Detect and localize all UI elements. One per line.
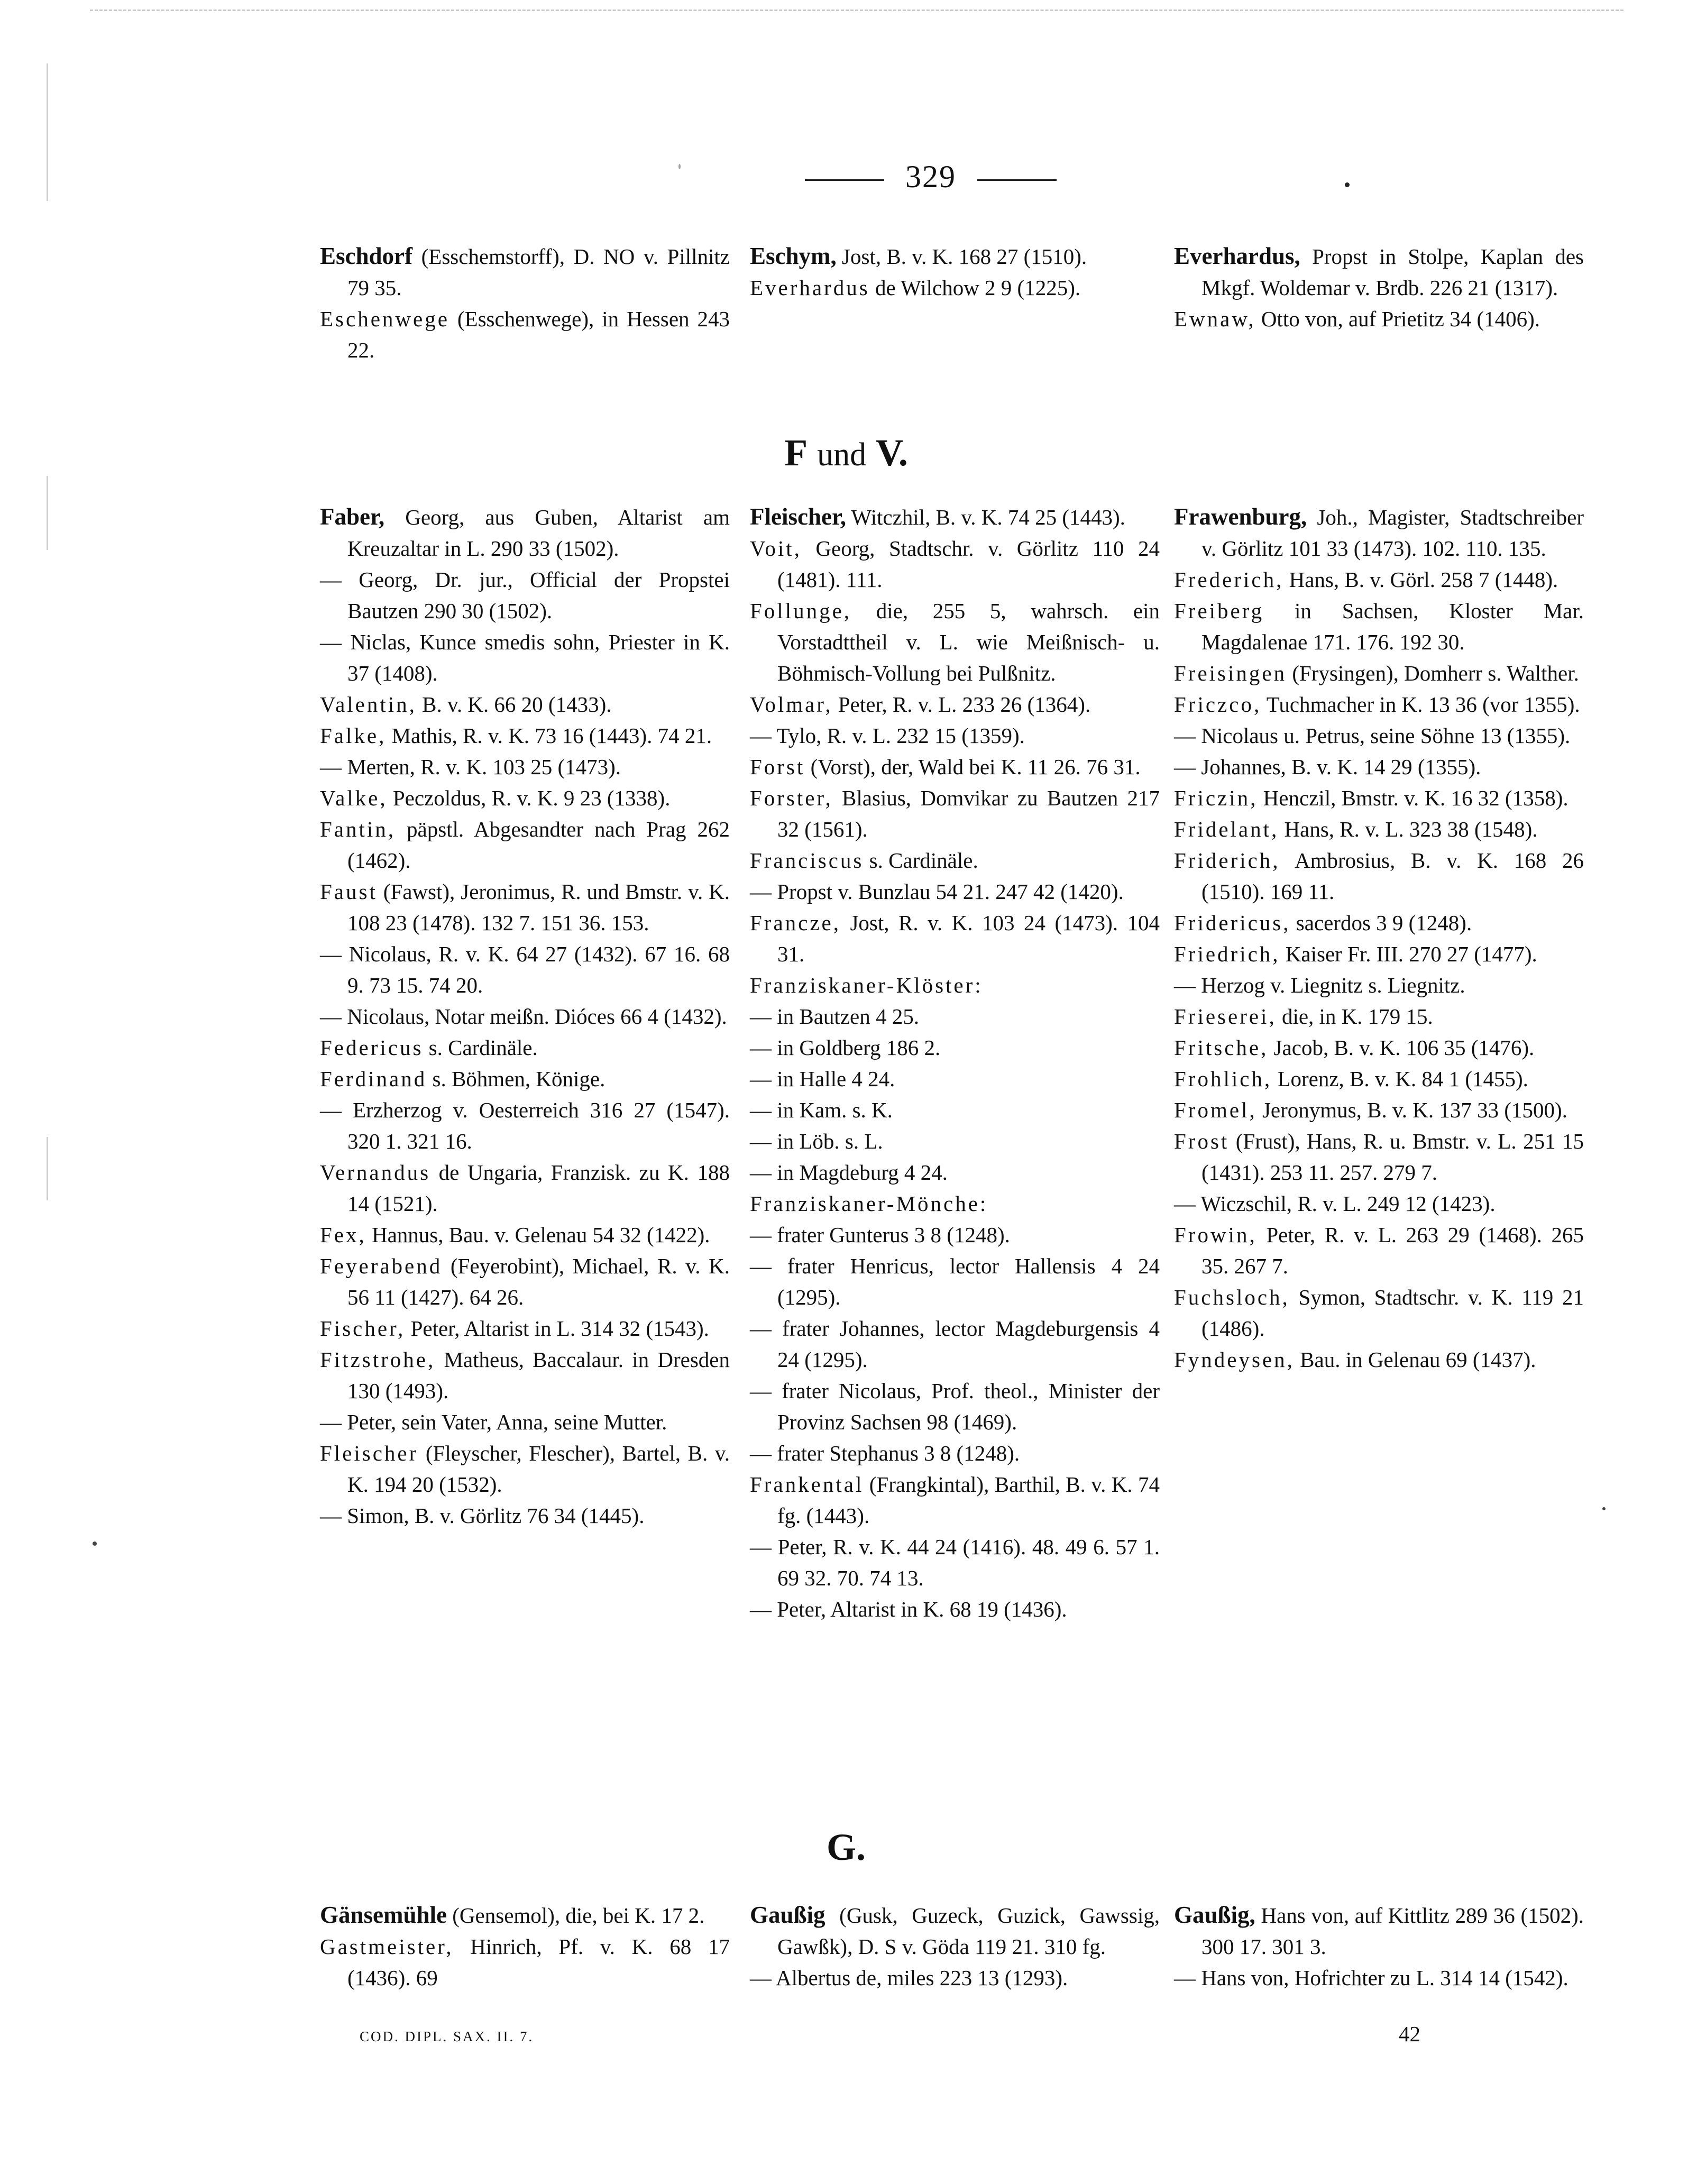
- entry-headword: Fleischer: [320, 1441, 419, 1465]
- entry-text: — Georg, Dr. jur., Official der Propstei Bautzen 290 30 (1502).: [320, 567, 730, 623]
- entry-text: Bau. in Gelenau 69 (1437).: [1294, 1347, 1536, 1372]
- entry-text: — Wiczschil, R. v. L. 249 12 (1423).: [1174, 1191, 1496, 1216]
- index-entry: [1174, 1962, 1584, 1994]
- section-heading-g: G.: [826, 1826, 866, 1868]
- scan-margin-mark: [47, 1137, 48, 1200]
- entry-text: de Ungaria, Franzisk. zu K. 188 14 (1521).: [347, 1160, 730, 1216]
- entry-text: — in Magdeburg 4 24.: [750, 1160, 948, 1185]
- entry-text: Peter, Altarist in L. 314 32 (1543).: [405, 1316, 709, 1341]
- index-entry: [1174, 720, 1584, 751]
- entry-text: — Peter, R. v. K. 44 24 (1416). 48. 49 6. 57 1. 69 32. 70. 74 13.: [750, 1535, 1160, 1590]
- section-letter-v: V.: [876, 432, 908, 474]
- entry-headword: Valentin,: [320, 692, 417, 717]
- entry-headword: Freisingen: [1174, 661, 1287, 685]
- entry-text: Peter, R. v. L. 263 29 (1468). 265 35. 267 7.: [1201, 1223, 1584, 1278]
- entry-text: Kaiser Fr. III. 270 27 (1477).: [1280, 942, 1537, 966]
- index-entry: [1174, 689, 1584, 720]
- entry-headword: Forst: [750, 755, 805, 779]
- index-entry: [320, 751, 730, 783]
- index-entry: [320, 1899, 730, 1931]
- entry-text: — Niclas, Kunce smedis sohn, Priester in K. 37 (1408).: [320, 630, 730, 685]
- entry-text: — frater Gunterus 3 8 (1248).: [750, 1223, 1010, 1247]
- entry-headword: Frederich,: [1174, 567, 1284, 592]
- footer-signature: COD. DIPL. SAX. II. 7.: [360, 2029, 534, 2044]
- entry-headword: Frost: [1174, 1129, 1230, 1153]
- index-entry: [750, 1438, 1160, 1469]
- index-entry: [1174, 907, 1584, 939]
- scan-margin-mark: [47, 63, 48, 201]
- index-entry: [1174, 1344, 1584, 1375]
- entry-text: Symon, Stadtschr. v. K. 119 21 (1486).: [1201, 1285, 1584, 1341]
- entry-headword: Fantin,: [320, 817, 396, 841]
- entry-text: — in Bautzen 4 25.: [750, 1004, 919, 1029]
- scan-margin-mark: [47, 476, 48, 550]
- section-und: und: [817, 437, 867, 473]
- entry-text: — Herzog v. Liegnitz s. Liegnitz.: [1174, 973, 1465, 997]
- index-entry: [750, 845, 1160, 876]
- index-entry: [750, 689, 1160, 720]
- entry-headword: Eschym,: [750, 243, 837, 269]
- entry-headword: Fyndeysen,: [1174, 1347, 1295, 1372]
- entry-text: Hannus, Bau. v. Gelenau 54 32 (1422).: [366, 1223, 710, 1247]
- index-entry: [320, 501, 730, 564]
- entry-headword: Faber,: [320, 503, 385, 530]
- entry-headword: Fischer,: [320, 1316, 406, 1341]
- scan-top-edge: [90, 10, 1623, 11]
- section-heading-f: [582, 431, 1111, 475]
- g-column-1: [320, 1899, 730, 1994]
- entry-headword: Franziskaner-Mönche:: [750, 1191, 988, 1216]
- entry-text: — Tylo, R. v. L. 232 15 (1359).: [750, 723, 1025, 748]
- f-column-2: [750, 501, 1160, 1625]
- index-entry: [750, 876, 1160, 907]
- index-entry: [1174, 304, 1584, 335]
- index-entry: [750, 1313, 1160, 1375]
- entry-headword: Friczco,: [1174, 692, 1262, 717]
- entry-text: — Nicolaus, R. v. K. 64 27 (1432). 67 16. 68 9. 73 15. 74 20.: [320, 942, 730, 997]
- index-entry: [320, 564, 730, 627]
- entry-headword: Fridelant,: [1174, 817, 1279, 841]
- index-entry: [750, 1126, 1160, 1157]
- entry-text: Otto von, auf Prietitz 34 (1406).: [1255, 307, 1540, 331]
- entry-headword: Francze,: [750, 911, 841, 935]
- entry-text: die, in K. 179 15.: [1276, 1004, 1433, 1029]
- top-column-1: [320, 241, 730, 366]
- entry-text: B. v. K. 66 20 (1433).: [416, 692, 612, 717]
- index-entry: [750, 970, 1160, 1001]
- entry-headword: Fleischer,: [750, 503, 847, 530]
- f-column-1: [320, 501, 730, 1531]
- entry-text: — in Goldberg 186 2.: [750, 1035, 941, 1060]
- index-entry: [1174, 814, 1584, 845]
- entry-text: (Fawst), Jeronimus, R. und Bmstr. v. K. 108 23 (1478). 132 7. 151 36. 153.: [347, 879, 730, 935]
- entry-text: — Albertus de, miles 223 13 (1293).: [750, 1966, 1068, 1990]
- entry-headword: Frankental: [750, 1472, 864, 1497]
- f-column-3: [1174, 501, 1584, 1375]
- g-column-3: [1174, 1899, 1584, 1994]
- entry-text: (Gusk, Guzeck, Guzick, Gawssig, Gawßk), D. S v. Göda 119 21. 310 fg.: [777, 1903, 1160, 1959]
- entry-text: Mathis, R. v. K. 73 16 (1443). 74 21.: [386, 723, 712, 748]
- entry-text: (Frangkintal), Barthil, B. v. K. 74 fg. (1443).: [777, 1472, 1160, 1528]
- index-entry: [750, 1469, 1160, 1531]
- section-letter-f: F: [784, 432, 808, 474]
- entry-text: Matheus, Baccalaur. in Dresden 130 (1493).: [347, 1347, 730, 1403]
- entry-headword: Follunge,: [750, 599, 852, 623]
- g-column-2: [750, 1899, 1160, 1994]
- entry-text: Ambrosius, B. v. K. 168 26 (1510). 169 11.: [1201, 848, 1584, 904]
- entry-text: — frater Johannes, lector Magdeburgensis 4 24 (1295).: [750, 1316, 1160, 1372]
- entry-text: Peczoldus, R. v. K. 9 23 (1338).: [387, 786, 671, 810]
- entry-text: (Vorst), der, Wald bei K. 11 26. 76 31.: [805, 755, 1141, 779]
- index-entry: [320, 1001, 730, 1032]
- index-entry: [1174, 1899, 1584, 1962]
- index-entry: [320, 1500, 730, 1531]
- entry-text: (Fleyscher, Flescher), Bartel, B. v. K. 194 20 (1532).: [347, 1441, 730, 1497]
- index-entry: [1174, 1032, 1584, 1063]
- index-entry: [1174, 241, 1584, 304]
- index-entry: [750, 720, 1160, 751]
- index-entry: [750, 1063, 1160, 1095]
- index-entry: [750, 501, 1160, 533]
- index-entry: [320, 689, 730, 720]
- index-entry: [750, 907, 1160, 970]
- entry-headword: Everhardus,: [1174, 243, 1300, 269]
- index-entry: [750, 1594, 1160, 1625]
- index-entry: [750, 272, 1160, 304]
- entry-text: s. Cardinäle.: [864, 848, 978, 873]
- index-entry: [320, 814, 730, 876]
- scan-speck: [678, 164, 681, 169]
- index-entry: [320, 304, 730, 366]
- entry-text: Tuchmacher in K. 13 36 (vor 1355).: [1261, 692, 1580, 717]
- page-number: 329: [905, 159, 956, 194]
- index-entry: [1174, 1219, 1584, 1282]
- entry-headword: Federicus: [320, 1035, 424, 1060]
- entry-text: Georg, Stadtschr. v. Görlitz 110 24 (1481). 111.: [777, 536, 1160, 592]
- entry-text: — in Halle 4 24.: [750, 1067, 895, 1091]
- index-entry: [750, 241, 1160, 272]
- index-entry: [320, 876, 730, 939]
- index-entry: [750, 1032, 1160, 1063]
- entry-text: (Gensemol), die, bei K. 17 2.: [447, 1903, 705, 1928]
- entry-text: — Nicolaus u. Petrus, seine Söhne 13 (1355).: [1174, 723, 1571, 748]
- entry-headword: Fitzstrohe,: [320, 1347, 436, 1372]
- index-entry: [1174, 845, 1584, 907]
- entry-headword: Forster,: [750, 786, 833, 810]
- index-entry: [320, 1931, 730, 1994]
- index-entry: [320, 1344, 730, 1407]
- entry-text: — Johannes, B. v. K. 14 29 (1355).: [1174, 755, 1481, 779]
- index-entry: [320, 1313, 730, 1344]
- entry-headword: Fromel,: [1174, 1098, 1257, 1122]
- index-entry: [750, 1001, 1160, 1032]
- index-entry: [320, 241, 730, 304]
- index-entry: [320, 1157, 730, 1219]
- entry-text: — Simon, B. v. Görlitz 76 34 (1445).: [320, 1503, 645, 1528]
- index-entry: [320, 1438, 730, 1500]
- entry-text: s. Böhmen, Könige.: [427, 1067, 606, 1091]
- index-entry: [1174, 1001, 1584, 1032]
- entry-text: Henczil, Bmstr. v. K. 16 32 (1358).: [1258, 786, 1568, 810]
- entry-headword: Faust: [320, 879, 378, 904]
- index-entry: [320, 627, 730, 689]
- entry-text: (Esschenwege), in Hessen 243 22.: [347, 307, 730, 362]
- index-entry: [750, 1899, 1160, 1962]
- entry-text: — frater Nicolaus, Prof. theol., Minister der Provinz Sachsen 98 (1469).: [750, 1379, 1160, 1434]
- index-entry: [1174, 501, 1584, 564]
- entry-headword: Falke,: [320, 723, 387, 748]
- index-entry: [320, 720, 730, 751]
- index-entry: [750, 751, 1160, 783]
- entry-text: Hinrich, Pf. v. K. 68 17 (1436). 69: [347, 1934, 730, 1990]
- entry-text: Hans von, auf Kittlitz 289 36 (1502). 300 17. 301 3.: [1201, 1903, 1584, 1959]
- index-entry: [750, 1531, 1160, 1594]
- entry-text: Peter, R. v. L. 233 26 (1364).: [832, 692, 1091, 717]
- entry-headword: Frieserei,: [1174, 1004, 1277, 1029]
- entry-headword: Gastmeister,: [320, 1934, 454, 1959]
- entry-text: Jost, B. v. K. 168 27 (1510).: [836, 244, 1087, 269]
- entry-text: — Propst v. Bunzlau 54 21. 247 42 (1420).: [750, 879, 1124, 904]
- index-entry: [320, 1407, 730, 1438]
- entry-text: in Sachsen, Kloster Mar. Magdalenae 171. 176. 192 30.: [1201, 599, 1584, 654]
- index-entry: [1174, 939, 1584, 970]
- entry-text: Joh., Magister, Stadtschreiber v. Görlitz 101 33 (1473). 102. 110. 135.: [1201, 505, 1584, 561]
- index-entry: [1174, 1282, 1584, 1344]
- index-entry: [1174, 783, 1584, 814]
- footer-sheet-number: 42: [1399, 2022, 1420, 2046]
- entry-headword: Gaußig,: [1174, 1902, 1255, 1928]
- index-entry: [750, 1219, 1160, 1251]
- entry-text: — in Löb. s. L.: [750, 1129, 883, 1153]
- entry-text: — Peter, sein Vater, Anna, seine Mutter.: [320, 1410, 667, 1434]
- entry-headword: Fex,: [320, 1223, 366, 1247]
- entry-headword: Friczin,: [1174, 786, 1258, 810]
- index-entry: [1174, 595, 1584, 658]
- index-entry: [1174, 564, 1584, 595]
- entry-headword: Fuchsloch,: [1174, 1285, 1290, 1309]
- print-dot: [1345, 182, 1350, 187]
- entry-text: — frater Henricus, lector Hallensis 4 24 (1295).: [750, 1254, 1160, 1309]
- entry-headword: Vernandus: [320, 1160, 431, 1185]
- page-header: [772, 159, 1089, 195]
- entry-text: sacerdos 3 9 (1248).: [1290, 911, 1472, 935]
- entry-text: (Feyerobint), Michael, R. v. K. 56 11 (1427). 64 26.: [347, 1254, 730, 1309]
- entry-headword: Everhardus: [750, 276, 870, 300]
- entry-headword: Gaußig: [750, 1902, 825, 1928]
- entry-text: — frater Stephanus 3 8 (1248).: [750, 1441, 1020, 1465]
- entry-text: (Frust), Hans, R. u. Bmstr. v. L. 251 15 (1431). 253 11. 257. 279 7.: [1201, 1129, 1584, 1185]
- entry-headword: Volmar,: [750, 692, 833, 717]
- entry-headword: Ewnaw,: [1174, 307, 1256, 331]
- entry-headword: Ferdinand: [320, 1067, 427, 1091]
- index-entry: [750, 1251, 1160, 1313]
- entry-text: Blasius, Domvikar zu Bautzen 217 32 (1561).: [777, 786, 1160, 841]
- entry-text: — Hans von, Hofrichter zu L. 314 14 (1542).: [1174, 1966, 1568, 1990]
- index-entry: [320, 939, 730, 1001]
- index-entry: [320, 1032, 730, 1063]
- entry-headword: Friedrich,: [1174, 942, 1280, 966]
- entry-text: (Frysingen), Domherr s. Walther.: [1287, 661, 1579, 685]
- index-entry: [320, 1095, 730, 1157]
- header-rule-right: [977, 179, 1057, 181]
- index-entry: [320, 1063, 730, 1095]
- index-entry: [1174, 970, 1584, 1001]
- index-entry: [750, 1375, 1160, 1438]
- entry-headword: Gänsemühle: [320, 1902, 447, 1928]
- entry-headword: Valke,: [320, 786, 388, 810]
- index-entry: [1174, 1095, 1584, 1126]
- entry-headword: Friderich,: [1174, 848, 1280, 873]
- index-entry: [320, 1219, 730, 1251]
- entry-headword: Voit,: [750, 536, 802, 561]
- entry-text: Hans, R. v. L. 323 38 (1548).: [1279, 817, 1538, 841]
- entry-text: — Peter, Altarist in K. 68 19 (1436).: [750, 1597, 1067, 1621]
- index-entry: [1174, 751, 1584, 783]
- entry-text: (Esschemstorff), D. NO v. Pillnitz 79 35.: [347, 244, 730, 300]
- entry-text: — in Kam. s. K.: [750, 1098, 893, 1122]
- entry-headword: Eschdorf: [320, 243, 413, 269]
- entry-text: — Nicolaus, Notar meißn. Dióces 66 4 (1432).: [320, 1004, 727, 1029]
- top-column-3: [1174, 241, 1584, 335]
- index-entry: [750, 1188, 1160, 1219]
- index-entry: [1174, 1188, 1584, 1219]
- entry-text: Witczhil, B. v. K. 74 25 (1443).: [846, 505, 1125, 529]
- index-entry: [320, 783, 730, 814]
- entry-headword: Fritsche,: [1174, 1035, 1269, 1060]
- entry-text: die, 255 5, wahrsch. ein Vorstadttheil v. L. wie Meißnisch- u. Böhmisch-Vollung bei Pulßnitz.: [777, 599, 1160, 685]
- index-entry: [1174, 1063, 1584, 1095]
- entry-headword: Frawenburg,: [1174, 503, 1307, 530]
- entry-headword: Franziskaner-Klöster:: [750, 973, 983, 997]
- scan-speck: [93, 1541, 97, 1546]
- entry-text: Georg, aus Guben, Altarist am Kreuzaltar in L. 290 33 (1502).: [347, 505, 730, 561]
- entry-text: de Wilchow 2 9 (1225).: [869, 276, 1081, 300]
- entry-text: Propst in Stolpe, Kaplan des Mkgf. Woldemar v. Brdb. 226 21 (1317).: [1201, 244, 1584, 300]
- entry-headword: Frohlich,: [1174, 1067, 1272, 1091]
- entry-headword: Franciscus: [750, 848, 864, 873]
- index-entry: [750, 1157, 1160, 1188]
- entry-headword: Feyerabend: [320, 1254, 443, 1278]
- entry-text: — Erzherzog v. Oesterreich 316 27 (1547). 320 1. 321 16.: [320, 1098, 730, 1153]
- entry-text: Hans, B. v. Görl. 258 7 (1448).: [1283, 567, 1558, 592]
- index-entry: [750, 595, 1160, 689]
- index-entry: [1174, 1126, 1584, 1188]
- entry-text: Jost, R. v. K. 103 24 (1473). 104 31.: [777, 911, 1160, 966]
- index-entry: [750, 533, 1160, 595]
- top-column-2: [750, 241, 1160, 304]
- entry-text: Lorenz, B. v. K. 84 1 (1455).: [1272, 1067, 1528, 1091]
- scan-speck: [1602, 1507, 1606, 1510]
- entry-headword: Freiberg: [1174, 599, 1264, 623]
- entry-headword: Frowin,: [1174, 1223, 1257, 1247]
- entry-text: Jacob, B. v. K. 106 35 (1476).: [1268, 1035, 1535, 1060]
- index-entry: [320, 1251, 730, 1313]
- entry-text: päpstl. Abgesandter nach Prag 262 (1462).: [347, 817, 730, 873]
- entry-text: — Merten, R. v. K. 103 25 (1473).: [320, 755, 621, 779]
- index-entry: [750, 1962, 1160, 1994]
- entry-headword: Fridericus,: [1174, 911, 1291, 935]
- index-entry: [750, 783, 1160, 845]
- header-rule-left: [805, 179, 884, 181]
- index-entry: [1174, 658, 1584, 689]
- index-entry: [750, 1095, 1160, 1126]
- entry-text: Jeronymus, B. v. K. 137 33 (1500).: [1256, 1098, 1567, 1122]
- entry-text: s. Cardinäle.: [423, 1035, 538, 1060]
- entry-headword: Eschenwege: [320, 307, 450, 331]
